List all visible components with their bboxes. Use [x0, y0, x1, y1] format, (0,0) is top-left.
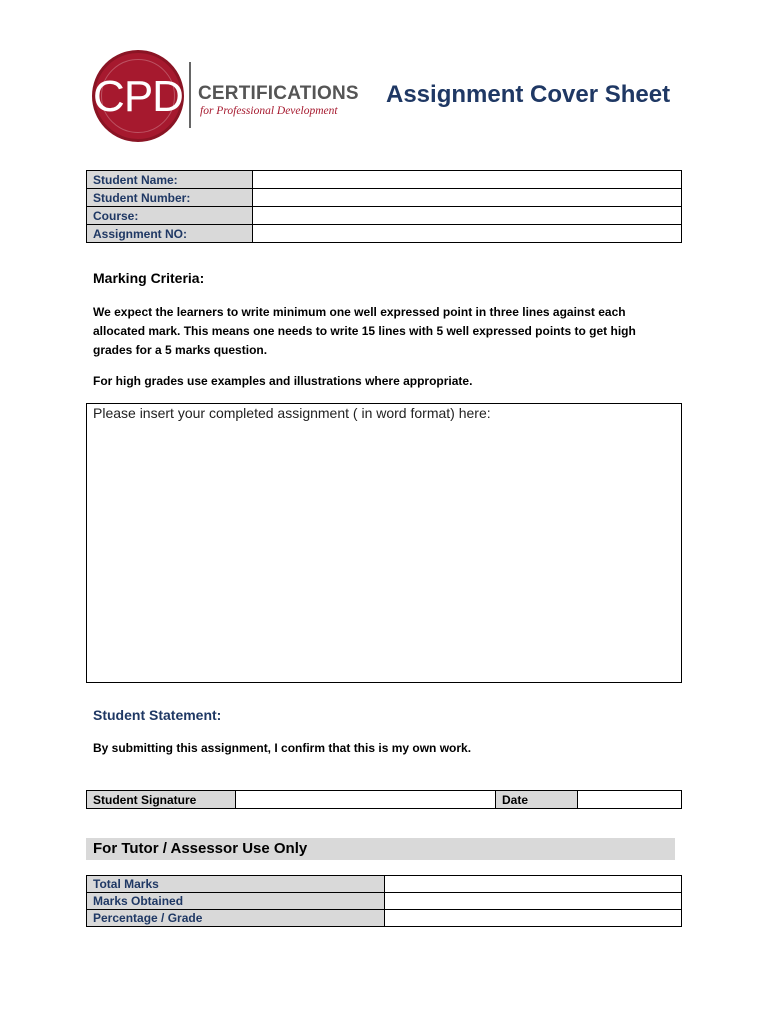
- student-statement-heading: Student Statement:: [93, 707, 222, 723]
- marking-criteria-paragraph: We expect the learners to write minimum one well expressed point in three lines against each allocated mark. This means one needs to write 15 lines with 5 well expressed points to get high grades for a 5 marks question.: [93, 305, 636, 357]
- student-name-label: Student Name:: [87, 171, 253, 189]
- student-number-field[interactable]: [253, 189, 682, 207]
- marking-criteria-heading: Marking Criteria:: [93, 270, 205, 286]
- student-info-table: [86, 170, 682, 243]
- tutor-section-heading: For Tutor / Assessor Use Only: [93, 840, 308, 857]
- course-field[interactable]: [253, 207, 682, 225]
- tutor-section-header: [86, 838, 675, 860]
- marks-obtained-field[interactable]: [385, 893, 682, 910]
- assignment-box-prompt: Please insert your completed assignment ( in word format) here:: [93, 405, 491, 421]
- percentage-grade-label: Percentage / Grade: [87, 910, 385, 927]
- table-row: [87, 189, 682, 207]
- percentage-grade-field[interactable]: [385, 910, 682, 927]
- logo-tagline: for Professional Development: [200, 105, 338, 117]
- logo-divider: [189, 62, 191, 128]
- logo-brand-word: CERTIFICATIONS: [198, 83, 359, 104]
- table-row: [87, 893, 682, 910]
- assignment-no-field[interactable]: [253, 225, 682, 243]
- assignment-content-box[interactable]: [86, 403, 682, 683]
- page-title: Assignment Cover Sheet: [386, 81, 671, 108]
- student-number-label: Student Number:: [87, 189, 253, 207]
- table-row: [87, 171, 682, 189]
- assignment-no-label: Assignment NO:: [87, 225, 253, 243]
- student-name-field[interactable]: [253, 171, 682, 189]
- student-signature-field[interactable]: [236, 791, 496, 809]
- student-statement-text: By submitting this assignment, I confirm that this is my own work.: [93, 741, 472, 755]
- student-signature-label: Student Signature: [87, 791, 236, 809]
- total-marks-label: Total Marks: [87, 876, 385, 893]
- cpd-logo: [92, 50, 362, 142]
- table-row: [87, 910, 682, 927]
- signature-table: [86, 790, 682, 809]
- course-label: Course:: [87, 207, 253, 225]
- table-row: [87, 225, 682, 243]
- marks-obtained-label: Marks Obtained: [87, 893, 385, 910]
- date-field[interactable]: [578, 791, 682, 809]
- marking-criteria-note: For high grades use examples and illustrations where appropriate.: [93, 374, 473, 388]
- logo-letters: CPD: [93, 72, 183, 121]
- table-row: [87, 207, 682, 225]
- marks-table: [86, 875, 682, 927]
- date-label: Date: [496, 791, 578, 809]
- total-marks-field[interactable]: [385, 876, 682, 893]
- table-row: [87, 876, 682, 893]
- table-row: [87, 791, 682, 809]
